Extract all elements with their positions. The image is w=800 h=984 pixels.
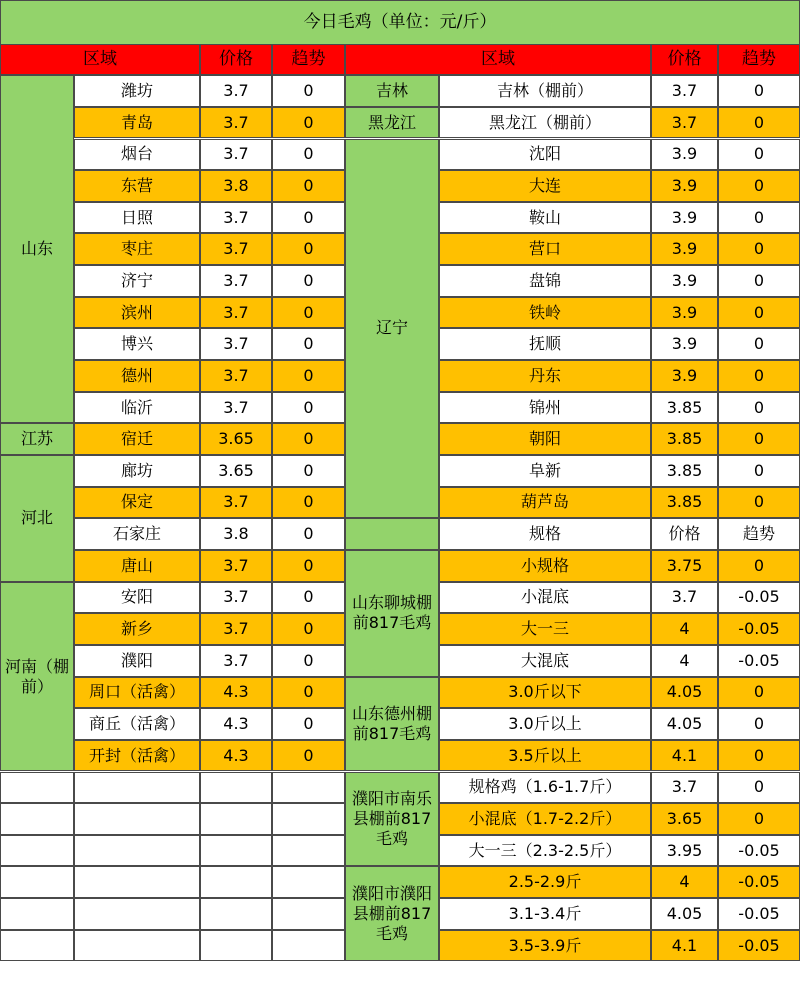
right-trend-cell: -0.05 [718, 645, 800, 677]
left-price-cell: 3.7 [200, 550, 272, 582]
left-trend-cell: 0 [272, 107, 345, 139]
right-name-cell: 小规格 [439, 550, 651, 582]
right-trend-cell: 0 [718, 107, 800, 139]
empty-cell [0, 898, 74, 930]
right-name-cell: 3.5斤以上 [439, 740, 651, 772]
right-price-cell: 3.85 [651, 455, 718, 487]
left-price-cell: 3.65 [200, 455, 272, 487]
right-trend-cell: 0 [718, 708, 800, 740]
left-trend-cell: 0 [272, 708, 345, 740]
left-city-cell: 青岛 [74, 107, 200, 139]
empty-cell [200, 898, 272, 930]
right-trend-cell: -0.05 [718, 613, 800, 645]
left-price-cell: 3.7 [200, 233, 272, 265]
left-trend-cell: 0 [272, 613, 345, 645]
right-price-cell: 3.9 [651, 233, 718, 265]
left-price-cell: 3.7 [200, 487, 272, 519]
right-price-cell: 4.1 [651, 930, 718, 962]
right-trend-cell: -0.05 [718, 930, 800, 962]
right-name-cell: 大连 [439, 170, 651, 202]
left-city-cell: 济宁 [74, 265, 200, 297]
right-region-group: 山东聊城棚前817毛鸡 [345, 550, 439, 677]
right-price-cell: 3.9 [651, 170, 718, 202]
right-name-cell: 丹东 [439, 360, 651, 392]
header-trend-left: 趋势 [272, 44, 345, 76]
right-name-cell: 3.0斤以下 [439, 677, 651, 709]
left-trend-cell: 0 [272, 550, 345, 582]
left-city-cell: 宿迁 [74, 423, 200, 455]
right-name-cell: 吉林（棚前） [439, 75, 651, 107]
header-trend-right: 趋势 [718, 44, 800, 76]
right-name-cell: 规格 [439, 518, 651, 550]
left-trend-cell: 0 [272, 328, 345, 360]
right-trend-cell: 0 [718, 139, 800, 171]
right-trend-cell: 0 [718, 423, 800, 455]
empty-cell [200, 803, 272, 835]
right-price-cell: 价格 [651, 518, 718, 550]
left-price-cell: 3.7 [200, 75, 272, 107]
empty-cell [200, 930, 272, 962]
right-region-group: 濮阳市南乐县棚前817毛鸡 [345, 772, 439, 867]
right-name-cell: 葫芦岛 [439, 487, 651, 519]
empty-cell [200, 772, 272, 804]
right-price-cell: 3.9 [651, 265, 718, 297]
left-region-group: 河北 [0, 455, 74, 582]
right-name-cell: 小混底（1.7-2.2斤） [439, 803, 651, 835]
right-trend-cell: 0 [718, 455, 800, 487]
right-trend-cell: 0 [718, 297, 800, 329]
right-trend-cell: 0 [718, 233, 800, 265]
right-price-cell: 3.7 [651, 75, 718, 107]
empty-cell [74, 866, 200, 898]
right-trend-cell: 0 [718, 740, 800, 772]
right-price-cell: 3.9 [651, 139, 718, 171]
right-region-group: 山东德州棚前817毛鸡 [345, 677, 439, 772]
right-price-cell: 3.95 [651, 835, 718, 867]
left-price-cell: 3.7 [200, 328, 272, 360]
left-trend-cell: 0 [272, 75, 345, 107]
left-trend-cell: 0 [272, 487, 345, 519]
left-region-group: 河南（棚前） [0, 582, 74, 772]
empty-cell [272, 930, 345, 962]
left-price-cell: 3.7 [200, 645, 272, 677]
left-city-cell: 日照 [74, 202, 200, 234]
right-price-cell: 4.05 [651, 708, 718, 740]
right-price-cell: 4.1 [651, 740, 718, 772]
right-region-group: 辽宁 [345, 139, 439, 519]
left-city-cell: 枣庄 [74, 233, 200, 265]
table-title: 今日毛鸡（单位：元/斤） [0, 0, 800, 45]
right-trend-cell: 0 [718, 75, 800, 107]
empty-cell [74, 930, 200, 962]
left-trend-cell: 0 [272, 139, 345, 171]
empty-cell [200, 866, 272, 898]
left-city-cell: 德州 [74, 360, 200, 392]
right-name-cell: 沈阳 [439, 139, 651, 171]
left-city-cell: 安阳 [74, 582, 200, 614]
right-price-cell: 3.85 [651, 423, 718, 455]
left-city-cell: 潍坊 [74, 75, 200, 107]
empty-cell [74, 772, 200, 804]
left-city-cell: 石家庄 [74, 518, 200, 550]
header-region-left: 区域 [0, 44, 200, 76]
left-city-cell: 新乡 [74, 613, 200, 645]
left-price-cell: 3.7 [200, 107, 272, 139]
right-trend-cell: 趋势 [718, 518, 800, 550]
right-trend-cell: -0.05 [718, 835, 800, 867]
empty-cell [74, 835, 200, 867]
left-trend-cell: 0 [272, 645, 345, 677]
right-name-cell: 铁岭 [439, 297, 651, 329]
left-price-cell: 3.7 [200, 392, 272, 424]
empty-cell [345, 518, 439, 550]
right-price-cell: 4 [651, 613, 718, 645]
right-name-cell: 锦州 [439, 392, 651, 424]
right-price-cell: 4 [651, 866, 718, 898]
right-trend-cell: -0.05 [718, 898, 800, 930]
right-region-group: 吉林 [345, 75, 439, 107]
right-trend-cell: 0 [718, 487, 800, 519]
right-price-cell: 3.85 [651, 487, 718, 519]
left-trend-cell: 0 [272, 455, 345, 487]
right-name-cell: 盘锦 [439, 265, 651, 297]
right-trend-cell: 0 [718, 803, 800, 835]
left-trend-cell: 0 [272, 392, 345, 424]
empty-cell [272, 772, 345, 804]
empty-cell [74, 898, 200, 930]
right-price-cell: 3.7 [651, 772, 718, 804]
left-price-cell: 3.7 [200, 360, 272, 392]
right-trend-cell: 0 [718, 550, 800, 582]
right-name-cell: 小混底 [439, 582, 651, 614]
left-trend-cell: 0 [272, 677, 345, 709]
left-trend-cell: 0 [272, 202, 345, 234]
left-trend-cell: 0 [272, 233, 345, 265]
right-trend-cell: 0 [718, 392, 800, 424]
left-trend-cell: 0 [272, 170, 345, 202]
right-name-cell: 黑龙江（棚前） [439, 107, 651, 139]
right-price-cell: 3.9 [651, 328, 718, 360]
left-city-cell: 东营 [74, 170, 200, 202]
left-price-cell: 3.8 [200, 170, 272, 202]
left-city-cell: 周口（活禽） [74, 677, 200, 709]
right-name-cell: 大混底 [439, 645, 651, 677]
left-city-cell: 濮阳 [74, 645, 200, 677]
right-trend-cell: 0 [718, 772, 800, 804]
right-name-cell: 规格鸡（1.6-1.7斤） [439, 772, 651, 804]
empty-cell [74, 803, 200, 835]
right-name-cell: 3.5-3.9斤 [439, 930, 651, 962]
left-price-cell: 3.8 [200, 518, 272, 550]
left-city-cell: 临沂 [74, 392, 200, 424]
empty-cell [0, 803, 74, 835]
right-price-cell: 4.05 [651, 898, 718, 930]
right-name-cell: 3.1-3.4斤 [439, 898, 651, 930]
empty-cell [0, 930, 74, 962]
right-trend-cell: -0.05 [718, 582, 800, 614]
right-name-cell: 营口 [439, 233, 651, 265]
right-price-cell: 4.05 [651, 677, 718, 709]
right-price-cell: 3.85 [651, 392, 718, 424]
empty-cell [272, 803, 345, 835]
right-trend-cell: 0 [718, 202, 800, 234]
empty-cell [0, 835, 74, 867]
header-price-left: 价格 [200, 44, 272, 76]
right-price-cell: 3.7 [651, 582, 718, 614]
header-price-right: 价格 [651, 44, 718, 76]
left-price-cell: 3.7 [200, 265, 272, 297]
left-city-cell: 博兴 [74, 328, 200, 360]
right-trend-cell: 0 [718, 265, 800, 297]
left-trend-cell: 0 [272, 360, 345, 392]
empty-cell [0, 866, 74, 898]
left-trend-cell: 0 [272, 265, 345, 297]
right-region-group: 濮阳市濮阳县棚前817毛鸡 [345, 866, 439, 961]
right-name-cell: 抚顺 [439, 328, 651, 360]
right-price-cell: 3.7 [651, 107, 718, 139]
left-city-cell: 保定 [74, 487, 200, 519]
left-trend-cell: 0 [272, 582, 345, 614]
right-trend-cell: 0 [718, 170, 800, 202]
left-city-cell: 唐山 [74, 550, 200, 582]
right-name-cell: 朝阳 [439, 423, 651, 455]
left-trend-cell: 0 [272, 297, 345, 329]
right-name-cell: 大一三（2.3-2.5斤） [439, 835, 651, 867]
header-region-right: 区域 [345, 44, 651, 76]
right-name-cell: 大一三 [439, 613, 651, 645]
left-price-cell: 4.3 [200, 708, 272, 740]
left-price-cell: 3.7 [200, 139, 272, 171]
left-city-cell: 烟台 [74, 139, 200, 171]
right-price-cell: 3.9 [651, 360, 718, 392]
right-name-cell: 3.0斤以上 [439, 708, 651, 740]
left-price-cell: 3.7 [200, 613, 272, 645]
left-price-cell: 4.3 [200, 677, 272, 709]
right-trend-cell: -0.05 [718, 866, 800, 898]
right-price-cell: 3.9 [651, 297, 718, 329]
right-trend-cell: 0 [718, 328, 800, 360]
right-price-cell: 3.75 [651, 550, 718, 582]
left-price-cell: 3.7 [200, 202, 272, 234]
right-trend-cell: 0 [718, 677, 800, 709]
right-price-cell: 4 [651, 645, 718, 677]
left-city-cell: 滨州 [74, 297, 200, 329]
empty-cell [272, 835, 345, 867]
left-city-cell: 开封（活禽） [74, 740, 200, 772]
empty-cell [0, 772, 74, 804]
left-trend-cell: 0 [272, 740, 345, 772]
empty-cell [200, 835, 272, 867]
empty-cell [272, 866, 345, 898]
right-name-cell: 2.5-2.9斤 [439, 866, 651, 898]
left-price-cell: 3.65 [200, 423, 272, 455]
right-region-group: 黑龙江 [345, 107, 439, 139]
right-trend-cell: 0 [718, 360, 800, 392]
right-name-cell: 鞍山 [439, 202, 651, 234]
left-price-cell: 3.7 [200, 297, 272, 329]
left-region-group: 江苏 [0, 423, 74, 455]
right-price-cell: 3.9 [651, 202, 718, 234]
right-name-cell: 阜新 [439, 455, 651, 487]
left-region-group: 山东 [0, 75, 74, 423]
empty-cell [272, 898, 345, 930]
right-price-cell: 3.65 [651, 803, 718, 835]
left-price-cell: 3.7 [200, 582, 272, 614]
left-price-cell: 4.3 [200, 740, 272, 772]
left-trend-cell: 0 [272, 423, 345, 455]
left-trend-cell: 0 [272, 518, 345, 550]
left-city-cell: 廊坊 [74, 455, 200, 487]
left-city-cell: 商丘（活禽） [74, 708, 200, 740]
